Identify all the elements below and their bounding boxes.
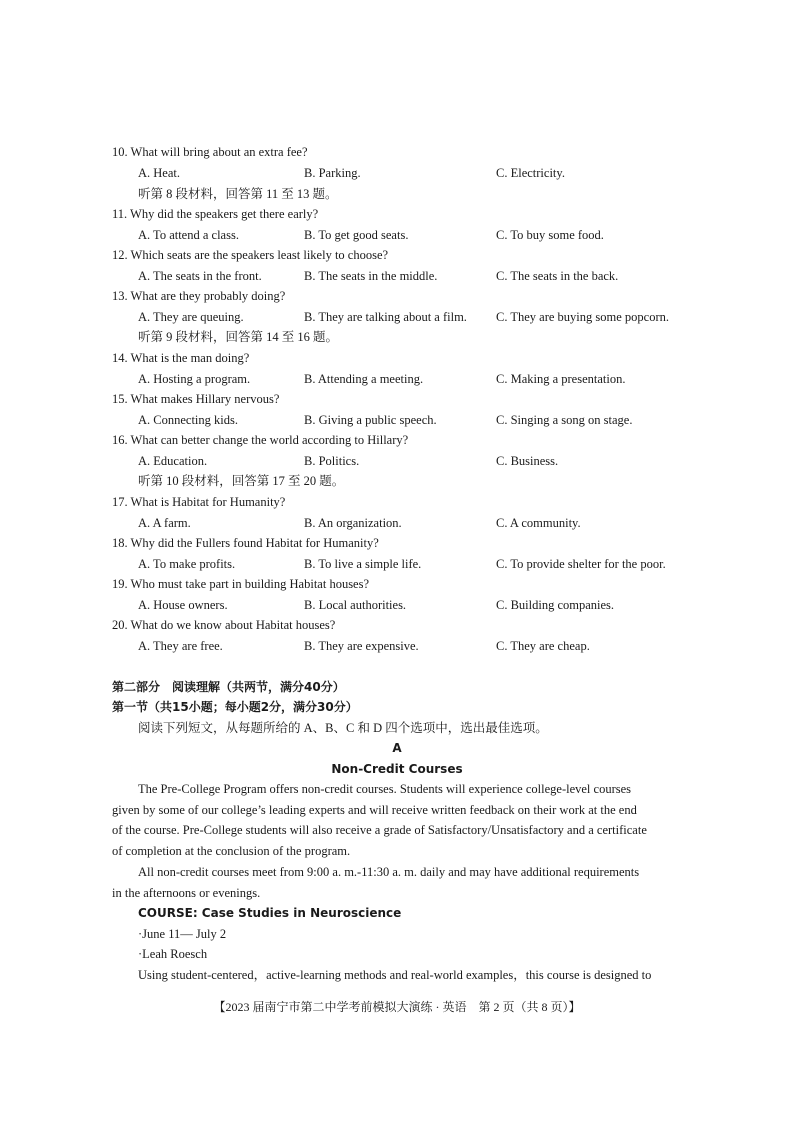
option-b: B. They are expensive. <box>304 639 419 653</box>
paragraph-1 <box>112 779 683 861</box>
question-14: 14. What is the man doing? <box>112 351 250 365</box>
paragraph-line: The Pre-College Program offers non-credit courses. Students will experience college-level courses <box>138 782 632 796</box>
option-c: C. Electricity. <box>496 166 565 180</box>
course-description: Using student-centered，active-learning methods and real-world examples，this course is designed to <box>138 968 652 982</box>
passage-letter: A <box>392 741 402 755</box>
question-12: 12. Which seats are the speakers least likely to choose? <box>112 248 389 262</box>
option-c: C. Making a presentation. <box>496 372 626 386</box>
option-a: A. Connecting kids. <box>138 413 238 427</box>
option-c: C. They are cheap. <box>496 639 590 653</box>
passage-title: Non-Credit Courses <box>331 762 463 776</box>
question-16: 16. What can better change the world according to Hillary? <box>112 433 409 447</box>
question-18: 18. Why did the Fullers found Habitat for Humanity? <box>112 536 379 550</box>
course-instructor: ·Leah Roesch <box>138 947 208 961</box>
option-a: A. The seats in the front. <box>138 269 262 283</box>
section-heading: 第一节（共15小题；每小题2分，满分30分） <box>112 700 358 714</box>
option-b: B. Giving a public speech. <box>304 413 437 427</box>
option-a: A. Hosting a program. <box>138 372 251 386</box>
option-c: C. To buy some food. <box>496 228 604 242</box>
option-a: A. They are free. <box>138 639 223 653</box>
option-b: B. The seats in the middle. <box>304 269 438 283</box>
option-b: B. To get good seats. <box>304 228 409 242</box>
option-a: A. A farm. <box>138 516 191 530</box>
option-b: B. An organization. <box>304 516 402 530</box>
paragraph-2 <box>112 862 683 903</box>
course-date: ·June 11— July 2 <box>138 927 227 941</box>
question-19: 19. Who must take part in building Habitat houses? <box>112 577 370 591</box>
option-b: B. To live a simple life. <box>304 557 422 571</box>
option-c: C. Building companies. <box>496 598 615 612</box>
option-c: C. The seats in the back. <box>496 269 619 283</box>
question-13: 13. What are they probably doing? <box>112 289 286 303</box>
paragraph-line: in the afternoons or evenings. <box>112 885 261 900</box>
question-15: 15. What makes Hillary nervous? <box>112 392 280 406</box>
section-heading: 听第 9 段材料，回答第 14 至 16 题。 <box>138 330 339 344</box>
option-a: A. House owners. <box>138 598 228 612</box>
question-20: 20. What do we know about Habitat houses? <box>112 618 336 632</box>
option-a: A. Heat. <box>138 166 180 180</box>
option-c: C. They are buying some popcorn. <box>496 310 669 324</box>
paragraph-line: All non-credit courses meet from 9:00 a. m.-11:30 a. m. daily and may have additional requirements <box>138 865 640 879</box>
question-17: 17. What is Habitat for Humanity? <box>112 495 286 509</box>
question-10: 10. What will bring about an extra fee? <box>112 145 308 159</box>
option-c: C. Singing a song on stage. <box>496 413 633 427</box>
page-footer: 【2023 届南宁市第二中学考前模拟大演练 · 英语 第 2 页（共 8 页）】 <box>213 1000 581 1014</box>
paragraph-line: given by some of our college’s leading experts and will receive written feedback on their work at the end <box>112 802 637 817</box>
option-c: C. Business. <box>496 454 559 468</box>
question-11: 11. Why did the speakers get there early? <box>112 207 319 221</box>
option-c: C. A community. <box>496 516 581 530</box>
paragraph-line: of completion at the conclusion of the program. <box>112 843 351 858</box>
course-title: COURSE: Case Studies in Neuroscience <box>138 906 402 920</box>
option-b: B. Parking. <box>304 166 361 180</box>
option-a: A. To make profits. <box>138 557 236 571</box>
section-heading: 听第 8 段材料，回答第 11 至 13 题。 <box>138 187 338 201</box>
part-heading: 第二部分 阅读理解（共两节，满分40分） <box>112 680 345 694</box>
option-b: B. Attending a meeting. <box>304 372 424 386</box>
section-heading: 听第 10 段材料，回答第 17 至 20 题。 <box>138 474 345 488</box>
option-b: B. They are talking about a film. <box>304 310 467 324</box>
paragraph-line: of the course. Pre-College students will also receive a grade of Satisfactory/Unsatisfactory and a certificate <box>112 823 647 838</box>
option-c: C. To provide shelter for the poor. <box>496 557 666 571</box>
option-b: B. Local authorities. <box>304 598 407 612</box>
option-a: A. They are queuing. <box>138 310 244 324</box>
option-a: A. Education. <box>138 454 208 468</box>
option-b: B. Politics. <box>304 454 360 468</box>
option-a: A. To attend a class. <box>138 228 239 242</box>
instructions: 阅读下列短文，从每题所给的 A、B、C 和 D 四个选项中，选出最佳选项。 <box>138 721 548 735</box>
